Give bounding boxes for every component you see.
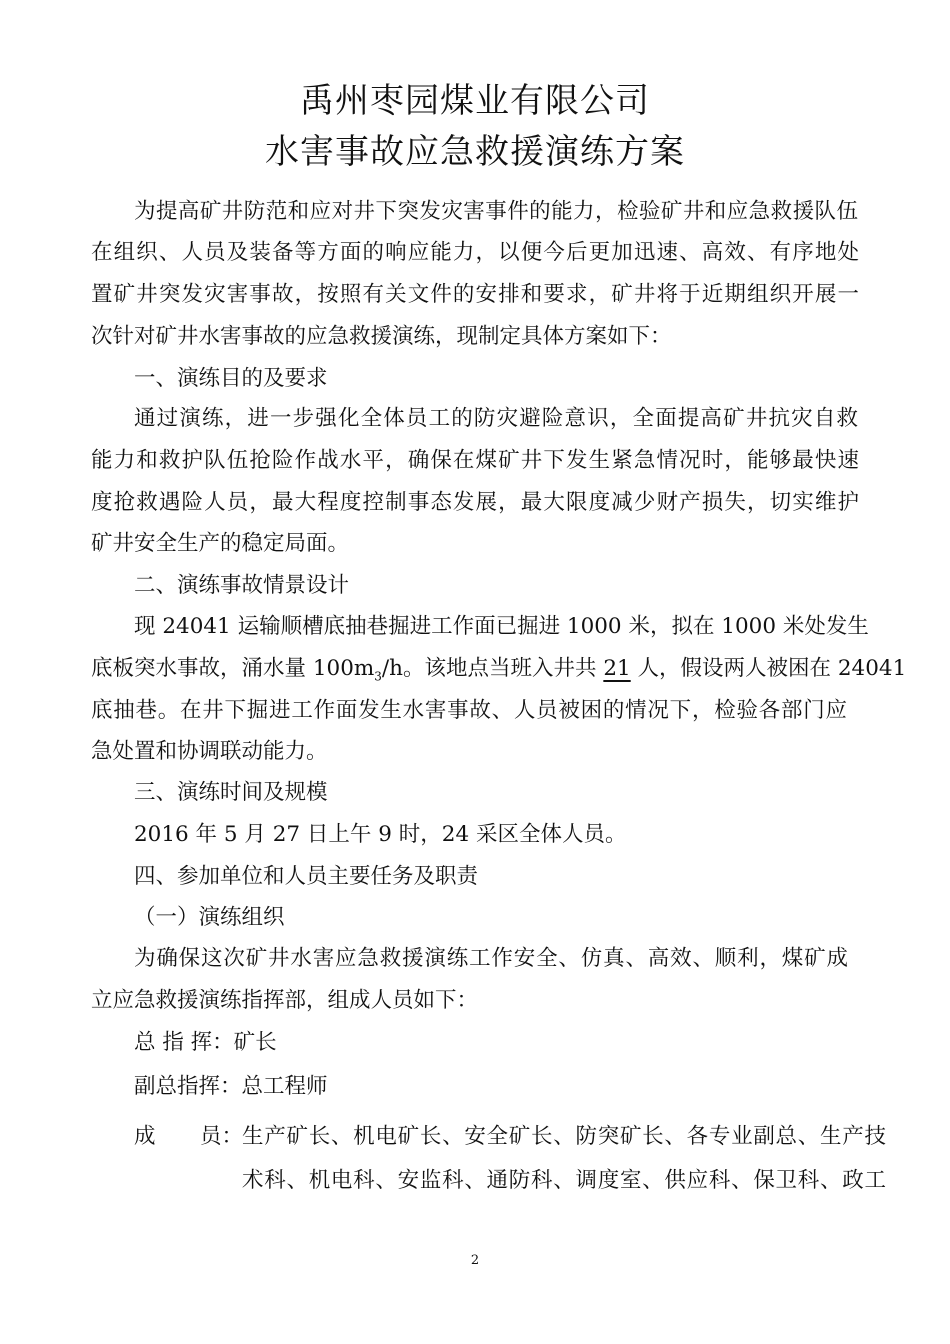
flow-rate-unit-superscript: 3 <box>374 669 382 684</box>
section-4-line-2: 立应急救援演练指挥部，组成人员如下： <box>91 988 479 1013</box>
section-2-line-1: 现 24041 运输顺槽底抽巷掘进工作面已掘进 1000 米，拟在 1000 米处发生 <box>134 614 869 639</box>
deputy-commander-row <box>134 1076 328 1098</box>
section-2-line-2 <box>91 658 906 682</box>
members-label-start: 成 <box>134 1124 156 1149</box>
section-2-line-4: 急处置和协调联动能力。 <box>91 739 328 764</box>
section-4-heading: 四、参加单位和人员主要任务及职责 <box>134 864 479 889</box>
people-count: 21 <box>603 656 631 681</box>
flow-rate-tail: /h。该地点当班入井共 <box>381 656 604 681</box>
section-4-sub-heading: （一）演练组织 <box>134 905 285 930</box>
intro-line-4: 次针对矿井水害事故的应急救援演练，现制定具体方案如下： <box>91 324 672 349</box>
section-1-line-2: 能力和救护队伍抢险作战水平，确保在煤矿井下发生紧急情况时，能够最快速 <box>91 448 859 473</box>
section-2-line-3: 底抽巷。在井下掘进工作面发生水害事故、人员被困的情况下，检验各部门应 <box>91 698 847 723</box>
trapped-text: 人，假设两人被困在 24041 <box>630 656 907 681</box>
page-number: 2 <box>470 1253 480 1268</box>
commander-row <box>134 1032 277 1054</box>
deputy-commander-label: 副总指挥： <box>134 1074 242 1099</box>
members-label-end: 员： <box>200 1124 244 1149</box>
intro-line-2: 在组织、人员及装备等方面的响应能力，以便今后更加迅速、高效、有序地处 <box>91 240 859 265</box>
document-title: 禹州枣园煤业有限公司 <box>300 81 650 121</box>
members-line-2: 术科、机电科、安监科、通防科、调度室、供应科、保卫科、政工 <box>242 1168 886 1193</box>
section-1-line-3: 度抢救遇险人员，最大程度控制事态发展，最大限度减少财产损失，切实维护 <box>91 490 859 515</box>
section-3-heading: 三、演练时间及规模 <box>134 780 328 805</box>
members-line-1: 生产矿长、机电矿长、安全矿长、防突矿长、各专业副总、生产技 <box>242 1124 886 1149</box>
section-3-line-1: 2016 年 5 月 27 日上午 9 时，24 采区全体人员。 <box>134 822 627 847</box>
intro-line-1: 为提高矿井防范和应对井下突发灾害事件的能力，检验矿井和应急救援队伍 <box>134 199 858 224</box>
section-2-heading: 二、演练事故情景设计 <box>134 573 350 598</box>
commander-value: 矿长 <box>233 1030 277 1055</box>
section-1-line-4: 矿井安全生产的稳定局面。 <box>91 531 350 556</box>
section-4-line-1: 为确保这次矿井水害应急救援演练工作安全、仿真、高效、顺利，煤矿成 <box>134 946 848 971</box>
commander-label: 总 指 挥： <box>134 1030 234 1055</box>
flow-rate-text: 底板突水事故，涌水量 100m <box>91 656 375 681</box>
intro-line-3: 置矿井突发灾害事故，按照有关文件的安排和要求，矿井将于近期组织开展一 <box>91 282 859 307</box>
document-subtitle: 水害事故应急救援演练方案 <box>265 132 685 172</box>
section-1-heading: 一、演练目的及要求 <box>134 366 328 391</box>
deputy-commander-value: 总工程师 <box>241 1074 328 1099</box>
section-1-line-1: 通过演练，进一步强化全体员工的防灾避险意识，全面提高矿井抗灾自救 <box>134 406 858 431</box>
